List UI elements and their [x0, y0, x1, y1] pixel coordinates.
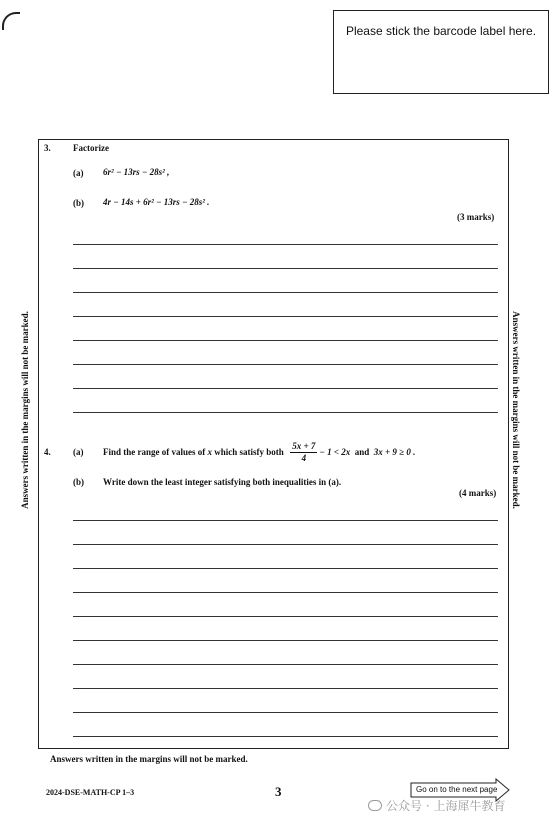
answer-line[interactable] [73, 640, 498, 641]
answer-line[interactable] [73, 412, 498, 413]
answer-line[interactable] [73, 616, 498, 617]
question-4a-label: (a) [73, 447, 84, 457]
question-3a-expression: 6r² − 13rs − 28s² , [103, 167, 170, 177]
right-margin-note: Answers written in the margins will not be marked. [511, 311, 521, 509]
fraction-denominator: 4 [301, 452, 307, 463]
question-4a-variable: x [207, 447, 212, 457]
fraction-numerator: 5x + 7 [292, 440, 316, 451]
question-3a-label: (a) [73, 168, 84, 178]
question-4a-inequality-1: − 1 < 2x [319, 447, 351, 457]
answer-line[interactable] [73, 316, 498, 317]
answer-line[interactable] [73, 292, 498, 293]
page-number: 3 [275, 784, 282, 799]
question-3b-label: (b) [73, 198, 84, 208]
question-3-title: Factorize [73, 143, 109, 153]
question-4a-inequality-2: 3x + 9 ≥ 0 . [373, 447, 416, 457]
question-3b-expression: 4r − 14s + 6r² − 13rs − 28s² . [103, 197, 210, 207]
question-3-number: 3. [44, 143, 51, 153]
question-4a-and: and [354, 447, 370, 457]
question-4b-label: (b) [73, 477, 84, 487]
answer-line[interactable] [73, 520, 498, 521]
answer-line[interactable] [73, 244, 498, 245]
barcode-label-box [333, 10, 549, 94]
question-4b-text: Write down the least integer satisfying both inequalities in (a). [103, 477, 342, 487]
answer-line[interactable] [73, 340, 498, 341]
corner-registration-mark [2, 12, 20, 30]
question-4a-text-mid: which satisfy both [214, 447, 284, 457]
question-4a-text-start: Find the range of values of [103, 447, 206, 457]
barcode-label-text: Please stick the barcode label here. [345, 24, 537, 38]
answer-line[interactable] [73, 364, 498, 365]
watermark [368, 797, 505, 814]
watermark-text: 公众号 · 上海犀牛教育 [386, 799, 506, 813]
answer-line[interactable] [73, 544, 498, 545]
question-3-marks: (3 marks) [457, 212, 495, 222]
answer-line[interactable] [73, 736, 498, 737]
answer-line[interactable] [73, 592, 498, 593]
answer-line[interactable] [73, 268, 498, 269]
answer-line[interactable] [73, 388, 498, 389]
paper-code: 2024-DSE-MATH-CP 1–3 [46, 788, 135, 797]
bottom-margin-note: Answers written in the margins will not be marked. [50, 754, 248, 764]
next-page-label: Go on to the next page [416, 785, 498, 794]
answer-line[interactable] [73, 664, 498, 665]
question-4a-fraction [290, 441, 317, 464]
answer-line[interactable] [73, 568, 498, 569]
answer-line[interactable] [73, 688, 498, 689]
question-4-number: 4. [44, 447, 51, 457]
question-4a-text [103, 439, 415, 465]
question-4-marks: (4 marks) [459, 488, 497, 498]
answer-line[interactable] [73, 712, 498, 713]
wechat-icon [368, 800, 382, 811]
left-margin-note: Answers written in the margins will not be marked. [20, 311, 30, 509]
